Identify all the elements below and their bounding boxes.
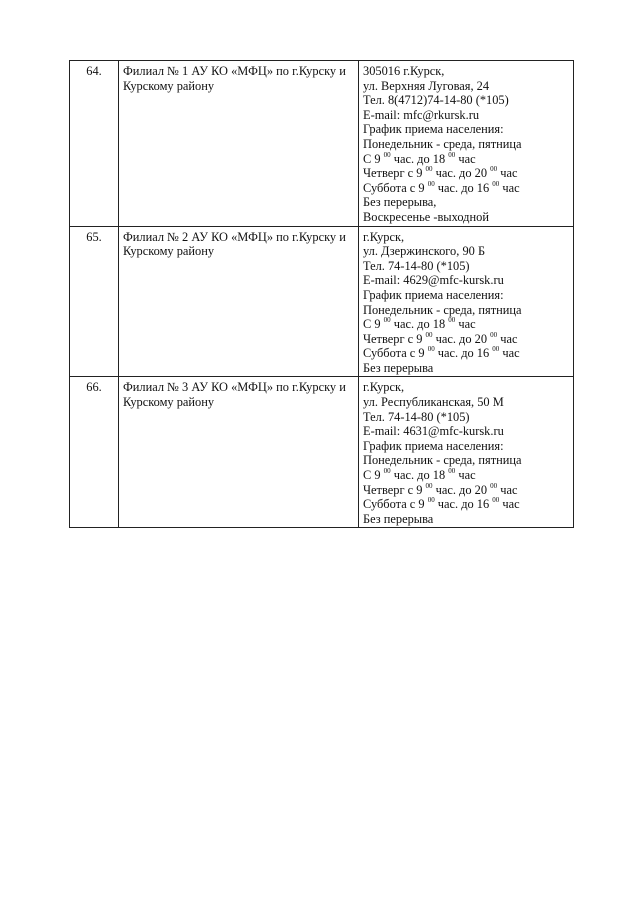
schedule-line	[363, 346, 569, 361]
address-line: г.Курск,	[363, 380, 405, 395]
schedule-minutes: 00	[427, 496, 435, 505]
schedule-text: час	[455, 151, 476, 166]
address-line: ул. Дзержинского, 90 Б	[363, 244, 486, 259]
schedule-minutes: 00	[448, 467, 456, 476]
schedule-heading: График приема населения:	[363, 287, 504, 302]
schedule-minutes: 00	[490, 481, 498, 490]
schedule-minutes: 00	[383, 150, 391, 159]
schedule-text: час	[497, 166, 518, 181]
schedule-minutes: 00	[425, 481, 433, 490]
schedule-text: час	[497, 482, 518, 497]
schedule-days: Понедельник - среда, пятница	[363, 453, 522, 468]
schedule-text: час. до 16	[434, 180, 493, 195]
schedule-text: час	[497, 331, 518, 346]
schedule-line	[363, 497, 569, 512]
schedule-minutes: 00	[425, 165, 433, 174]
email-line: E-mail: 4629@mfc-kursk.ru	[363, 273, 504, 288]
schedule-minutes: 00	[448, 150, 456, 159]
schedule-text: Четверг с 9	[363, 331, 426, 346]
branches-table	[69, 60, 574, 528]
table-row	[70, 61, 574, 227]
email-line: E-mail: mfc@rkursk.ru	[363, 107, 480, 122]
schedule-text: час. до 18	[390, 151, 449, 166]
address-line: г.Курск,	[363, 229, 405, 244]
schedule-text: Суббота с 9	[363, 180, 428, 195]
schedule-text: час. до 18	[390, 317, 449, 332]
phone-line: Тел. 8(4712)74-14-80 (*105)	[363, 93, 509, 108]
table-body	[70, 61, 574, 528]
schedule-line	[363, 483, 569, 498]
schedule-heading: График приема населения:	[363, 438, 504, 453]
schedule-text: час	[499, 497, 520, 512]
break-note: Без перерыва,	[363, 195, 437, 210]
schedule-text: час. до 18	[390, 468, 449, 483]
schedule-text: час. до 20	[432, 331, 491, 346]
schedule-minutes: 00	[427, 345, 435, 354]
schedule-days: Понедельник - среда, пятница	[363, 136, 522, 151]
row-number: 66.	[70, 377, 119, 528]
row-number: 65.	[70, 226, 119, 377]
break-note: Без перерыва	[363, 360, 434, 375]
branch-contacts	[359, 226, 574, 377]
schedule-minutes: 00	[383, 467, 391, 476]
schedule-text: С 9	[363, 151, 384, 166]
schedule-minutes: 00	[425, 330, 433, 339]
branch-contacts	[359, 61, 574, 227]
schedule-text: Четверг с 9	[363, 482, 426, 497]
schedule-text: час	[455, 317, 476, 332]
schedule-text: Четверг с 9	[363, 166, 426, 181]
break-note: Без перерыва	[363, 511, 434, 526]
schedule-text: С 9	[363, 468, 384, 483]
branch-name: Филиал № 1 АУ КО «МФЦ» по г.Курску и Курскому району	[119, 61, 359, 227]
schedule-line	[363, 332, 569, 347]
table-row	[70, 226, 574, 377]
schedule-line	[363, 317, 569, 332]
schedule-days: Понедельник - среда, пятница	[363, 302, 522, 317]
schedule-text: Суббота с 9	[363, 346, 428, 361]
schedule-heading: График приема населения:	[363, 122, 504, 137]
schedule-text: час. до 16	[434, 497, 493, 512]
schedule-line	[363, 468, 569, 483]
row-number: 64.	[70, 61, 119, 227]
schedule-text: час	[455, 468, 476, 483]
schedule-minutes: 00	[492, 179, 500, 188]
schedule-text: час. до 16	[434, 346, 493, 361]
phone-line: Тел. 74-14-80 (*105)	[363, 409, 470, 424]
schedule-line	[363, 166, 569, 181]
schedule-text: час. до 20	[432, 482, 491, 497]
schedule-minutes: 00	[490, 165, 498, 174]
schedule-line	[363, 152, 569, 167]
schedule-minutes: 00	[427, 179, 435, 188]
branch-name: Филиал № 2 АУ КО «МФЦ» по г.Курску и Курскому району	[119, 226, 359, 377]
schedule-text: час	[499, 180, 520, 195]
branch-contacts	[359, 377, 574, 528]
schedule-text: час. до 20	[432, 166, 491, 181]
address-line: 305016 г.Курск,	[363, 64, 445, 78]
schedule-text: час	[499, 346, 520, 361]
schedule-text: С 9	[363, 317, 384, 332]
table-row	[70, 377, 574, 528]
schedule-minutes: 00	[383, 316, 391, 325]
schedule-minutes: 00	[448, 316, 456, 325]
schedule-minutes: 00	[492, 496, 500, 505]
email-line: E-mail: 4631@mfc-kursk.ru	[363, 424, 504, 439]
schedule-minutes: 00	[490, 330, 498, 339]
address-line: ул. Верхняя Луговая, 24	[363, 78, 490, 93]
schedule-minutes: 00	[492, 345, 500, 354]
phone-line: Тел. 74-14-80 (*105)	[363, 258, 470, 273]
schedule-text: Суббота с 9	[363, 497, 428, 512]
address-line: ул. Республиканская, 50 М	[363, 395, 504, 410]
branch-name: Филиал № 3 АУ КО «МФЦ» по г.Курску и Курскому району	[119, 377, 359, 528]
schedule-line	[363, 181, 569, 196]
day-off-note: Воскресенье -выходной	[363, 209, 489, 224]
